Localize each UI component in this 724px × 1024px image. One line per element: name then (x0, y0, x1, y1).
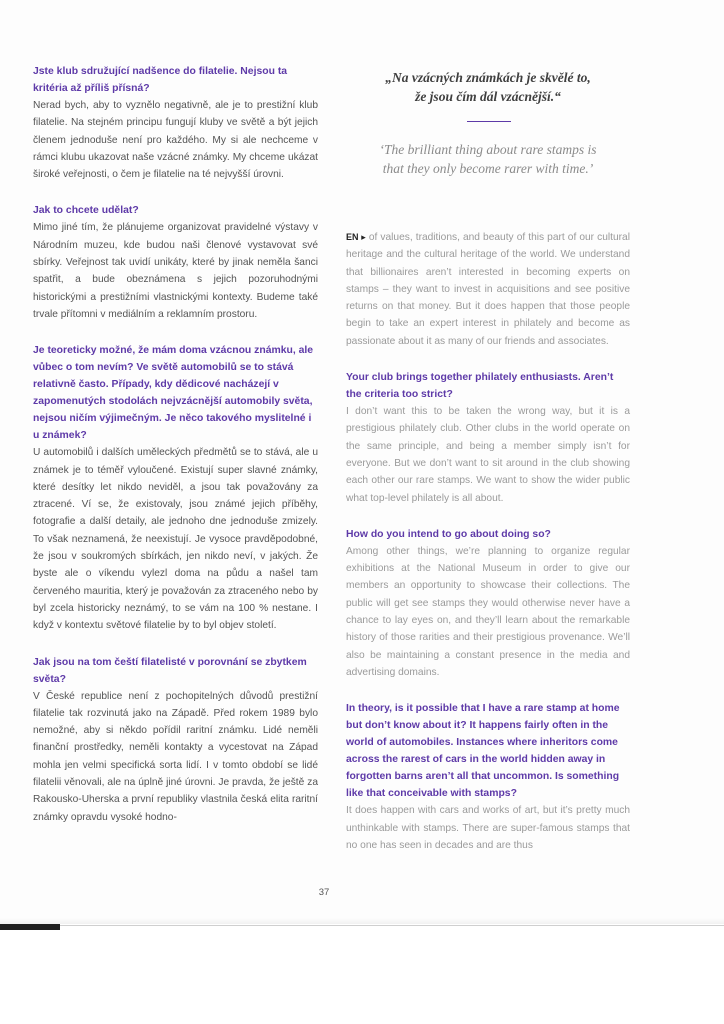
czech-answer-3: U automobilů i dalších uměleckých předmětů se to stává, ale u známek je to téměř vyloučené. Existují super slavné známky, které desítky let nikdo neviděl, a jsou tak považovány za ztracené. Ví se, že existovaly, jsou známé jejich příběhy, fotografie a další detaily, ale jednoho dne jednoduše zmizely. To však neznamená, že neexistují. Je vysoce pravděpodobné, že jsou v soukromých sbírkách, jen nikdo neví, v jakých. Že byste ale o víkendu vylezl doma na půdu a našel tam červeného mauritia, který je považován za ztraceného nebo by byl zcela historicky neznámý, to se vám na 100 % nestane. I když v kontextu světové filatelie by to byl objev století. (33, 447, 318, 632)
english-answer-1: I don’t want this to be taken the wrong way, but it is a prestigious philately club. Other clubs in the world operate on the same principle, and being a member simply isn’t for everyone. But we don’t want to sit around in the club showing each other our rare stamps. We want to show the wider public what top-level philately is all about. (346, 406, 630, 504)
english-intro-text: of values, traditions, and beauty of this part of our cultural heritage and the cultural heritage of the world. We understand that billionaires aren’t interested in becoming experts on stamps – they want to invest in acquisitions and see positive returns on that money. But it does happen that those people begin to take an expert interest in philately and become as passionate about it as many of our friends and associates. (346, 232, 630, 347)
pull-quote-english-line-1: ‘The brilliant thing about rare stamps is (379, 142, 597, 157)
english-intro-paragraph (346, 229, 630, 350)
page-edge-line (0, 925, 724, 926)
pull-quote-english-line-2: that they only become rarer with time.’ (382, 161, 594, 176)
pull-quote-english (352, 140, 624, 178)
pull-quote-czech (352, 68, 624, 106)
english-question-3: In theory, is it possible that I have a rare stamp at home but don’t know about it? It happens fairly often in the world of automobiles. Instances where inheritors come across the rarest of cars in the world hidden away in forgotten barns aren’t all that uncommon. Is something like that conceivable with stamps? (346, 703, 620, 800)
english-answer-3: It does happen with cars and works of art, but it’s pretty much unthinkable with stamps. There are super-famous stamps that no one has seen in decades and are thus (346, 805, 630, 851)
czech-question-2: Jak to chcete udělat? (33, 205, 139, 217)
english-question-1: Your club brings together philately enthusiasts. Aren’t the criteria too strict? (346, 372, 614, 401)
czech-question-1: Jste klub sdružující nadšence do filatelie. Nejsou ta kritéria až příliš přísná? (33, 66, 288, 94)
page-edge-mark (0, 924, 60, 930)
english-answer-2: Among other things, we’re planning to organize regular exhibitions at the National Museum in order to give our members an opportunity to showcase their collections. The public will get see stamps they would otherwise never have a chance to lay eyes on, and they’ll learn about the remarkable history of those rarities and their prestigious provenance. We’ll also be maintaining a constant presence in the media and advertising domains. (346, 545, 630, 678)
czech-answer-4: V České republice není z pochopitelných důvodů prestižní filatelie tak rozvinutá jako na Západě. Před rokem 1989 bylo nemožné, aby si někdo pořídil raritní známku. Lidé neměli finanční prostředky, neměli kontakty a vycestovat na Západ mohla jen velmi specifická sorta lidí. I v tomto období se lidé filatelii věnovali, ale na úplně jiné úrovni. Je pravda, že ještě za Rakousko-Uherska a první republiky vlastnila česká elita raritní známky opravdu vysoké hodno- (33, 690, 318, 823)
pull-quote-divider (467, 121, 511, 122)
english-question-2: How do you intend to go about doing so? (346, 528, 551, 540)
czech-answer-1: Nerad bych, aby to vyznělo negativně, ale je to prestižní klub filatelie. Na stejném principu fungují kluby ve světě a být jejich členem jednoduše není pro každého. My si ale nechceme v rámci klubu ukazovat naše vzácné známky. My chceme ukázat široké veřejnosti, o čem je filatelie na té nejvyšší úrovni. (33, 100, 318, 181)
page-number: 37 (318, 887, 330, 898)
pull-quote-czech-line-1: „Na vzácných známkách je skvělé to, (385, 70, 591, 85)
en-language-tag: EN ▸ (346, 232, 366, 242)
czech-column (33, 63, 318, 826)
czech-question-4: Jak jsou na tom čeští filatelisté v porovnání se zbytkem světa? (33, 656, 307, 685)
pull-quote-czech-line-2: že jsou čím dál vzácnější.“ (415, 89, 561, 104)
czech-answer-2: Mimo jiné tím, že plánujeme organizovat pravidelné výstavy v Národním muzeu, kde budou naši členové vystavovat své sbírky. Veřejnost tak uvidí unikáty, které by jinak neměla šanci spatřit, a bude obeznámena s jejich pozoruhodnými historickými a prestižními vlastnickými kontexty. Budeme také trvale přítomni v mediálním a reklamním prostoru. (33, 222, 318, 320)
czech-question-3: Je teoreticky možné, že mám doma vzácnou známku, ale vůbec o tom nevím? Ve světě automobilů se to stává relativně často. Případy, kdy dědicové nacházejí v zapomenutých stodolách nejvzácnější automobily světa, nejsou ničím výjimečným. Je něco takového myslitelné i u známek? (33, 345, 314, 442)
scan-background (0, 924, 724, 1024)
english-column (346, 229, 630, 854)
